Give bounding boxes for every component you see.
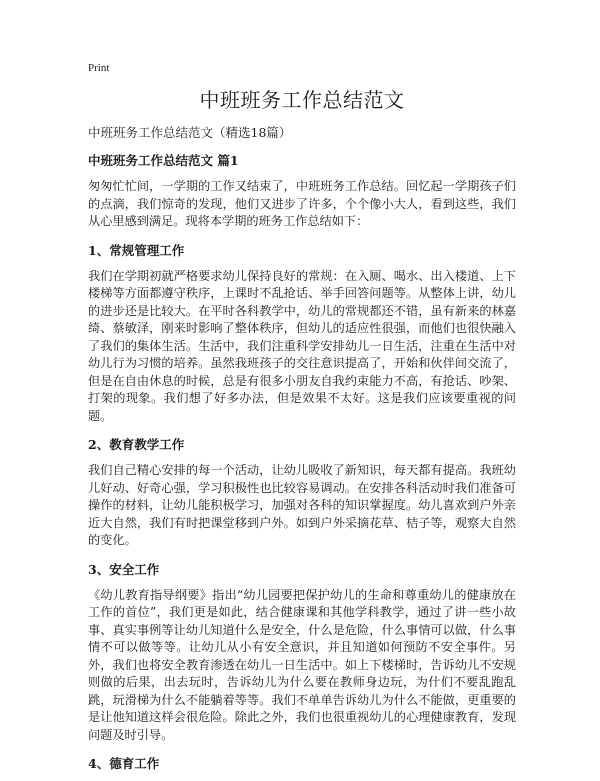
document-subtitle: 中班班务工作总结范文（精选18篇） <box>88 125 292 140</box>
article-heading: 中班班务工作总结范文 篇1 <box>88 153 239 168</box>
section-heading-moral: 4、德育工作 <box>88 756 160 771</box>
section-body-safety: 《幼儿教育指导纲要》指出“幼儿园要把保护幼儿的生命和尊重幼儿的健康放在工作的首位”，我们更是如此，结合健康课和其他学科教学，通过了讲一些小故事、真实事例等让幼儿知道什么是安全，什么是危险，什么事情可以做，什么事情不可以做等等。让幼儿从小有安全意识，并且知道如何预防不安全事件。另外，我们也将安全教育渗透在幼儿一日生活中。如上下楼梯时，告诉幼儿不安规则做的后果，出去玩时，告诉幼儿为什么要在教师身边玩，为什们不要乱跑乱跳，玩滑梯为什么不能躺着等等。我们不单单告诉幼儿为什么不能做，更重要的是让他知道这样会很危险。除此之外，我们也很重视幼儿的心理健康教育，发现问题及时引导。 <box>88 587 516 742</box>
section-body-teaching: 我们自己精心安排的每一个活动，让幼儿吸收了新知识，每天都有提高。我班幼儿好动、好奇心强，学习积极性也比较容易调动。在安排各科活动时我们准备可操作的材料，让幼儿能积极学习，加强对各科的知识掌握度。幼儿喜欢到户外亲近大自然，我们有时把课堂移到户外。如到户外采摘花草、桔子等，观察大自然的变化。 <box>88 463 516 547</box>
document-page <box>88 62 516 781</box>
section-heading-teaching: 2、教育教学工作 <box>88 437 185 452</box>
print-label[interactable]: Print <box>88 62 110 74</box>
section-heading-safety: 3、安全工作 <box>88 561 160 577</box>
section-heading-routine: 1、常规管理工作 <box>88 242 185 258</box>
section-body-routine: 我们在学期初就严格要求幼儿保持良好的常规：在入厕、喝水、出入楼道、上下楼梯等方面都遵守秩序，上课时不乱抢话、举手回答问题等。从整体上讲，幼儿的进步还是比较大。在平时各科教学中，幼儿的常规都还不错，虽有新来的林嘉绮、蔡敏泽，刚来时影响了整体秩序，但幼儿的适应性很强，而他们也很快融入了我们的集体生活。生活中，我们注重科学安排幼儿一日生活，注重在生活中对幼儿行为习惯的培养。虽然我班孩子的交往意识提高了，开始和伙伴间交流了，但是在自由休息的时候，总是有很多小朋友自我约束能力不高，有抢话、吵架、打架的现象。我们想了好多办法，但是效果不太好。这是我们应该要重视的问题。 <box>88 268 516 423</box>
intro-paragraph: 匆匆忙忙间，一学期的工作又结束了，中班班务工作总结。回忆起一学期孩子们的点滴，我们惊奇的发现，他们又进步了许多，个个像小大人，看到这些，我们从心里感到满足。现将本学期的班务工作总结如下： <box>88 179 516 228</box>
page-title: 中班班务工作总结范文 <box>199 88 405 112</box>
